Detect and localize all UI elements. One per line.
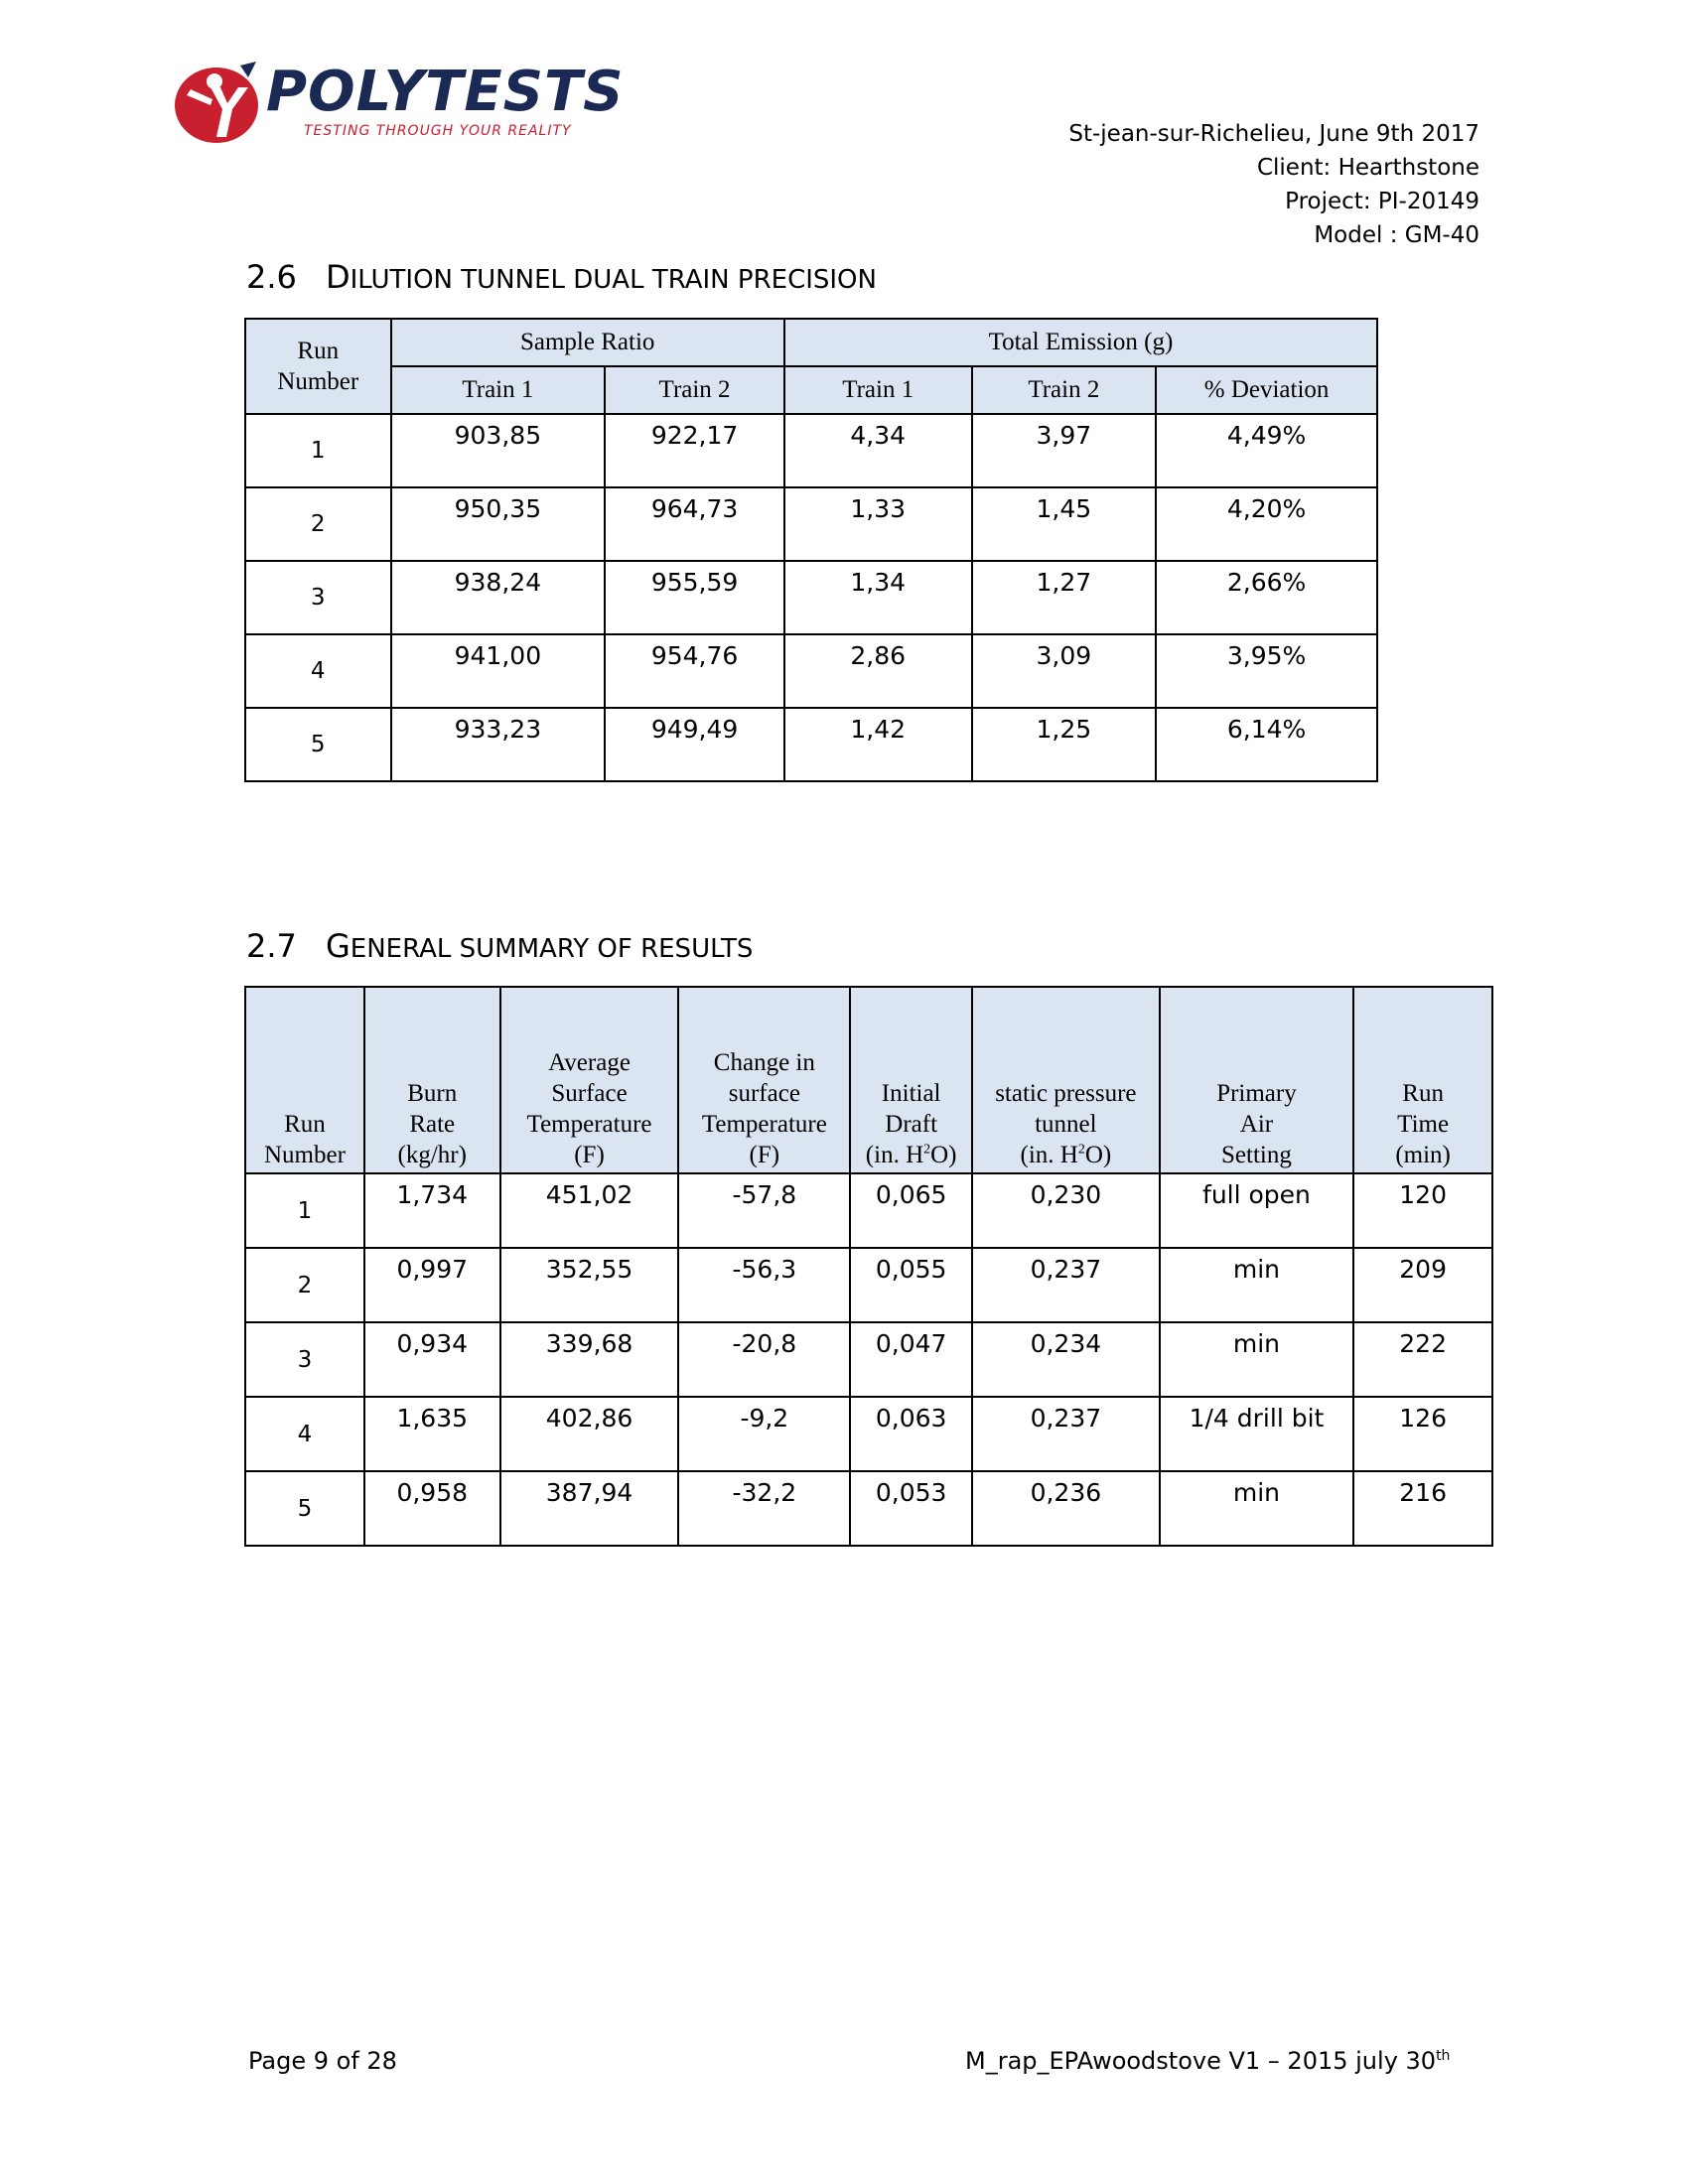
cell-run: 1 bbox=[245, 1173, 364, 1248]
cell-run: 1 bbox=[245, 414, 391, 487]
header-line: Number bbox=[263, 1142, 346, 1168]
cell-run-time: 209 bbox=[1353, 1248, 1492, 1322]
cell-burn-rate: 0,997 bbox=[364, 1248, 500, 1322]
cell-deviation: 3,95% bbox=[1156, 634, 1377, 708]
header-line: Primary bbox=[1216, 1080, 1297, 1107]
header-line: Initial bbox=[881, 1080, 941, 1107]
cell-avg-temp: 451,02 bbox=[500, 1173, 679, 1248]
cell-primary-air: min bbox=[1160, 1471, 1354, 1546]
header-line: (kg/hr) bbox=[397, 1142, 467, 1168]
header-run-number bbox=[245, 319, 391, 414]
unit-pre: (in. H bbox=[1020, 1142, 1078, 1168]
cell-te-train1: 2,86 bbox=[784, 634, 972, 708]
model-line: Model : GM-40 bbox=[1314, 222, 1479, 248]
cell-burn-rate: 1,635 bbox=[364, 1397, 500, 1471]
unit-sup: 2 bbox=[923, 1142, 931, 1158]
cell-run-time: 126 bbox=[1353, 1397, 1492, 1471]
logo-tagline: TESTING THROUGH YOUR REALITY bbox=[304, 123, 572, 139]
section-heading-2-6 bbox=[246, 258, 877, 296]
table-row bbox=[245, 414, 1377, 487]
header-line: Temperature bbox=[526, 1111, 652, 1138]
cell-sr-train1: 933,23 bbox=[391, 708, 606, 781]
document-version-sup: th bbox=[1436, 2048, 1451, 2064]
cell-draft: 0,063 bbox=[850, 1397, 972, 1471]
cell-change-temp: -20,8 bbox=[678, 1322, 850, 1397]
dual-train-precision-table bbox=[244, 318, 1378, 782]
general-summary-table bbox=[244, 986, 1493, 1547]
header-line: Temperature bbox=[701, 1111, 827, 1138]
header-change-surface-temperature bbox=[678, 987, 850, 1173]
polytests-logo-mark-icon bbox=[171, 60, 264, 145]
cell-run-time: 222 bbox=[1353, 1322, 1492, 1397]
cell-primary-air: full open bbox=[1160, 1173, 1354, 1248]
header-line: Run bbox=[284, 1111, 326, 1138]
cell-te-train2: 1,27 bbox=[972, 561, 1157, 634]
header-sr-train2: Train 2 bbox=[605, 366, 784, 414]
cell-primary-air: min bbox=[1160, 1322, 1354, 1397]
cell-te-train2: 1,25 bbox=[972, 708, 1157, 781]
table-row bbox=[245, 1397, 1492, 1471]
cell-run: 2 bbox=[245, 1248, 364, 1322]
cell-static-pressure: 0,237 bbox=[972, 1397, 1160, 1471]
unit-sup: 2 bbox=[1077, 1142, 1085, 1158]
document-version bbox=[965, 2047, 1450, 2075]
section-number: 2.6 bbox=[246, 258, 297, 296]
header-line: Change in bbox=[713, 1049, 815, 1076]
header-line: Burn bbox=[407, 1080, 458, 1107]
header-line: surface bbox=[728, 1080, 800, 1107]
table-row bbox=[245, 1173, 1492, 1248]
logo-wordmark: POLYTESTS bbox=[266, 60, 625, 124]
cell-run: 3 bbox=[245, 561, 391, 634]
cell-te-train2: 3,09 bbox=[972, 634, 1157, 708]
table-row bbox=[245, 1248, 1492, 1322]
table-row bbox=[245, 708, 1377, 781]
table-row bbox=[245, 1322, 1492, 1397]
header-average-surface-temperature bbox=[500, 987, 679, 1173]
header-line: Time bbox=[1397, 1111, 1450, 1138]
cell-deviation: 4,20% bbox=[1156, 487, 1377, 561]
client-line: Client: Hearthstone bbox=[1256, 155, 1479, 181]
header-deviation: % Deviation bbox=[1156, 366, 1377, 414]
unit-pre: (in. H bbox=[865, 1142, 924, 1168]
header-line: Average bbox=[548, 1049, 631, 1076]
header-initial-draft bbox=[850, 987, 972, 1173]
cell-deviation: 4,49% bbox=[1156, 414, 1377, 487]
cell-draft: 0,055 bbox=[850, 1248, 972, 1322]
unit-post: O) bbox=[1084, 1142, 1112, 1168]
cell-draft: 0,047 bbox=[850, 1322, 972, 1397]
header-line: tunnel bbox=[1035, 1111, 1097, 1138]
cell-avg-temp: 387,94 bbox=[500, 1471, 679, 1546]
cell-avg-temp: 352,55 bbox=[500, 1248, 679, 1322]
project-line: Project: PI-20149 bbox=[1285, 189, 1479, 214]
header-line: Surface bbox=[551, 1080, 628, 1107]
header-te-train2: Train 2 bbox=[972, 366, 1157, 414]
section-title-initial: D bbox=[326, 258, 351, 296]
cell-primary-air: min bbox=[1160, 1248, 1354, 1322]
cell-te-train2: 3,97 bbox=[972, 414, 1157, 487]
document-header-info bbox=[1068, 117, 1479, 252]
cell-sr-train1: 950,35 bbox=[391, 487, 606, 561]
header-primary-air-setting bbox=[1160, 987, 1354, 1173]
cell-burn-rate: 1,734 bbox=[364, 1173, 500, 1248]
header-run-number bbox=[245, 987, 364, 1173]
cell-sr-train1: 903,85 bbox=[391, 414, 606, 487]
cell-te-train1: 1,33 bbox=[784, 487, 972, 561]
cell-run: 5 bbox=[245, 1471, 364, 1546]
cell-deviation: 2,66% bbox=[1156, 561, 1377, 634]
cell-te-train2: 1,45 bbox=[972, 487, 1157, 561]
section-title-rest: ENERAL SUMMARY OF RESULTS bbox=[350, 934, 754, 964]
cell-te-train1: 1,34 bbox=[784, 561, 972, 634]
header-total-emission: Total Emission (g) bbox=[784, 319, 1377, 366]
company-logo bbox=[171, 58, 625, 147]
header-line: Air bbox=[1239, 1111, 1274, 1138]
cell-avg-temp: 339,68 bbox=[500, 1322, 679, 1397]
cell-draft: 0,065 bbox=[850, 1173, 972, 1248]
cell-static-pressure: 0,234 bbox=[972, 1322, 1160, 1397]
cell-sr-train2: 954,76 bbox=[605, 634, 784, 708]
header-unit-line bbox=[851, 1140, 971, 1170]
cell-run-time: 120 bbox=[1353, 1173, 1492, 1248]
cell-te-train1: 1,42 bbox=[784, 708, 972, 781]
cell-sr-train1: 938,24 bbox=[391, 561, 606, 634]
header-line: (min) bbox=[1395, 1142, 1451, 1168]
header-line: Draft bbox=[885, 1111, 938, 1138]
cell-static-pressure: 0,236 bbox=[972, 1471, 1160, 1546]
cell-draft: 0,053 bbox=[850, 1471, 972, 1546]
cell-sr-train2: 922,17 bbox=[605, 414, 784, 487]
section-heading-2-7 bbox=[246, 927, 753, 965]
header-run-line1: Run bbox=[297, 338, 340, 364]
header-sr-train1: Train 1 bbox=[391, 366, 606, 414]
table-row bbox=[245, 1471, 1492, 1546]
section-title-initial: G bbox=[326, 927, 351, 965]
header-run-time bbox=[1353, 987, 1492, 1173]
header-unit-line bbox=[973, 1140, 1159, 1170]
header-line: Setting bbox=[1221, 1142, 1292, 1168]
cell-burn-rate: 0,934 bbox=[364, 1322, 500, 1397]
table-row bbox=[245, 634, 1377, 708]
unit-post: O) bbox=[930, 1142, 957, 1168]
cell-change-temp: -9,2 bbox=[678, 1397, 850, 1471]
cell-sr-train1: 941,00 bbox=[391, 634, 606, 708]
cell-change-temp: -57,8 bbox=[678, 1173, 850, 1248]
cell-change-temp: -56,3 bbox=[678, 1248, 850, 1322]
cell-run: 3 bbox=[245, 1322, 364, 1397]
header-sample-ratio: Sample Ratio bbox=[391, 319, 784, 366]
cell-burn-rate: 0,958 bbox=[364, 1471, 500, 1546]
table-row bbox=[245, 487, 1377, 561]
cell-sr-train2: 955,59 bbox=[605, 561, 784, 634]
cell-run: 5 bbox=[245, 708, 391, 781]
place-date: St-jean-sur-Richelieu, June 9th 2017 bbox=[1068, 121, 1479, 147]
section-title-rest: ILUTION TUNNEL DUAL TRAIN PRECISION bbox=[350, 265, 877, 295]
document-version-text: M_rap_EPAwoodstove V1 – 2015 july 30 bbox=[965, 2047, 1437, 2075]
cell-static-pressure: 0,230 bbox=[972, 1173, 1160, 1248]
cell-run: 4 bbox=[245, 634, 391, 708]
header-burn-rate bbox=[364, 987, 500, 1173]
header-static-pressure bbox=[972, 987, 1160, 1173]
cell-sr-train2: 949,49 bbox=[605, 708, 784, 781]
cell-avg-temp: 402,86 bbox=[500, 1397, 679, 1471]
cell-deviation: 6,14% bbox=[1156, 708, 1377, 781]
header-te-train1: Train 1 bbox=[784, 366, 972, 414]
table-row bbox=[245, 561, 1377, 634]
cell-static-pressure: 0,237 bbox=[972, 1248, 1160, 1322]
cell-run: 2 bbox=[245, 487, 391, 561]
header-run-line2: Number bbox=[277, 368, 359, 395]
page-number: Page 9 of 28 bbox=[248, 2047, 397, 2075]
header-line: Rate bbox=[409, 1111, 456, 1138]
cell-sr-train2: 964,73 bbox=[605, 487, 784, 561]
cell-run-time: 216 bbox=[1353, 1471, 1492, 1546]
cell-primary-air: 1/4 drill bit bbox=[1160, 1397, 1354, 1471]
header-line: Run bbox=[1402, 1080, 1444, 1107]
header-line: (F) bbox=[574, 1142, 605, 1168]
section-number: 2.7 bbox=[246, 927, 297, 965]
cell-te-train1: 4,34 bbox=[784, 414, 972, 487]
header-line: static pressure bbox=[995, 1080, 1137, 1107]
header-line: (F) bbox=[749, 1142, 780, 1168]
cell-change-temp: -32,2 bbox=[678, 1471, 850, 1546]
cell-run: 4 bbox=[245, 1397, 364, 1471]
